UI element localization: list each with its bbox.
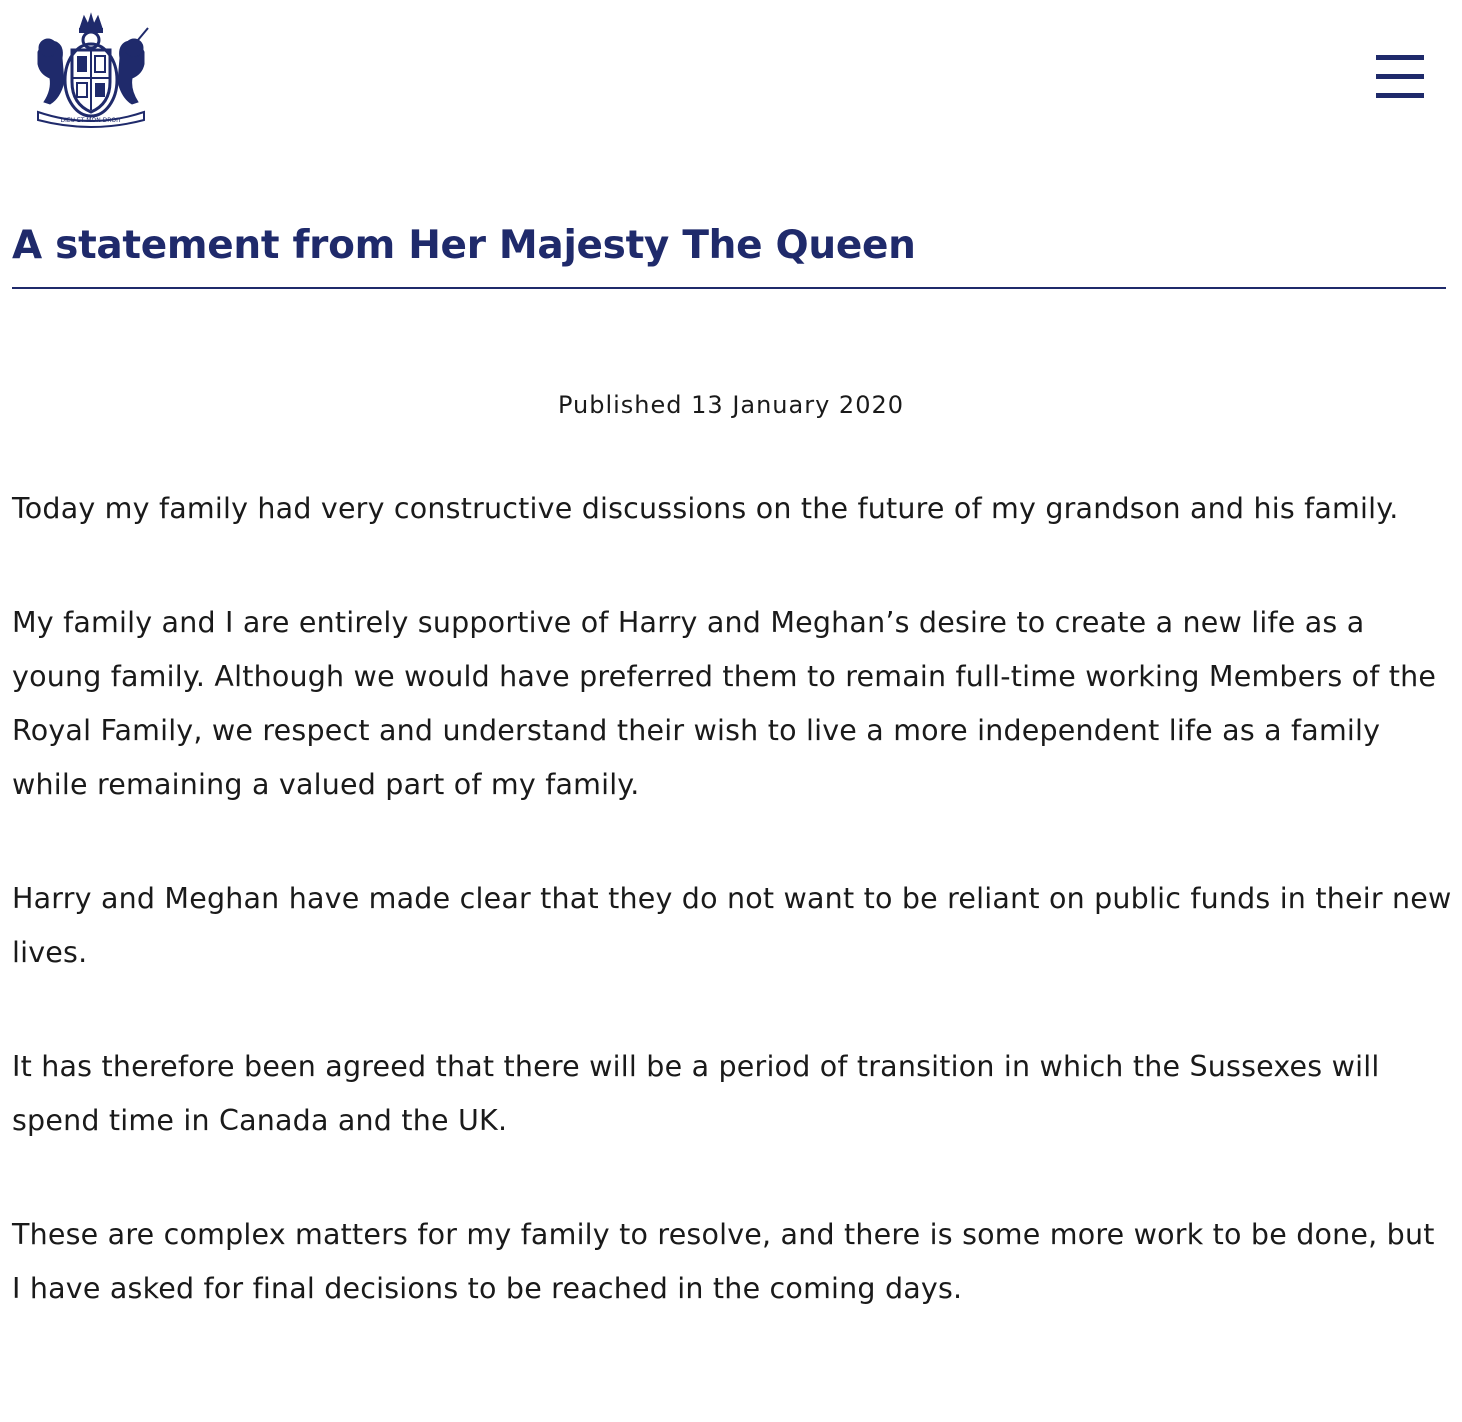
crest-motto: DIEU ET MON DROIT (60, 117, 122, 124)
page-title: A statement from Her Majesty The Queen (12, 223, 916, 268)
article-paragraph: These are complex matters for my family to resolve, and there is some more work to be done, but I have asked for final decisions to be reached in the coming days. (12, 1218, 1435, 1305)
article-paragraph: My family and I are entirely supportive of Harry and Meghan’s desire to create a new life as a young family. Although we would have preferred them to remain full-time working Members of the Royal Family, we respect and understand their wish to live a more independent life as a family while remaining a valued part of my family. (12, 606, 1437, 801)
menu-bar-bottom (1376, 93, 1424, 98)
menu-bar-middle (1376, 74, 1424, 79)
published-date: Published 13 January 2020 (557, 391, 905, 419)
article-paragraph: It has therefore been agreed that there will be a period of transition in which the Sussexes will spend time in Canada and the UK. (12, 1050, 1380, 1137)
royal-coat-of-arms-icon (30, 12, 152, 128)
royal-crest-logo-link[interactable] (30, 12, 152, 128)
article-paragraph: Harry and Meghan have made clear that they do not want to be reliant on public funds in their new lives. (12, 882, 1452, 969)
site-header (0, 0, 1462, 140)
article-paragraph: Today my family had very constructive discussions on the future of my grandson and his family. (12, 492, 1399, 525)
menu-bar-top (1376, 55, 1424, 60)
article-body (12, 482, 1452, 1376)
title-divider (12, 287, 1446, 289)
hamburger-menu-button[interactable] (1370, 50, 1432, 104)
